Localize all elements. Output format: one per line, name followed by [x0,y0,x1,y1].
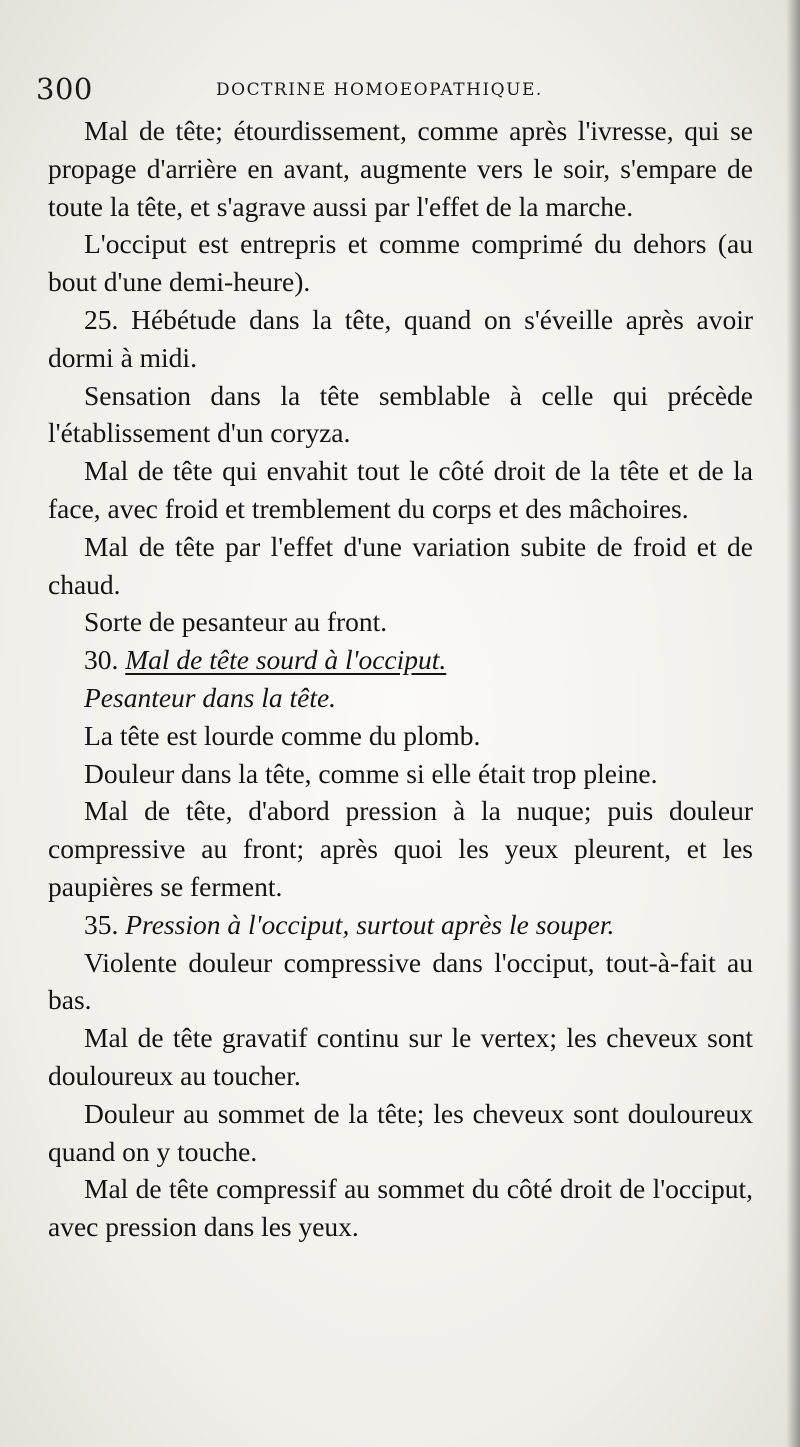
paragraph: Sorte de pesanteur au front. [84,606,388,638]
paragraph: Mal de tête gravatif continu sur le vertex; les cheveux sont douloureux au toucher. [48,1022,753,1091]
page-edge-shadow [786,0,800,1447]
running-title: DOCTRINE HOMOEOPATHIQUE. [216,80,543,100]
paragraph: Mal de tête par l'effet d'une variation subite de froid et de chaud. [48,530,753,600]
paragraph: 35. Pression à l'occiput, surtout après le souper. [84,908,615,940]
paragraph: Douleur dans la tête, comme si elle était trop pleine. [84,757,658,789]
paragraph: 30. Mal de tête sourd à l'occiput. [84,644,447,676]
paragraph: Pesanteur dans la tête. [84,681,337,713]
page-number: 300 [36,72,93,106]
paragraph: Douleur au sommet de la tête; les cheveux sont douloureux quand on y touche. [48,1097,753,1167]
page-header [36,70,766,110]
paragraph: Violente douleur compressive dans l'occiput, tout-à-fait au bas. [48,946,753,1016]
paragraph: Mal de tête, d'abord pression à la nuque; puis douleur compressive au front; après quoi les yeux pleurent, et les paupières se ferment. [48,795,753,902]
paragraph: Mal de tête qui envahit tout le côté droit de la tête et de la face, avec froid et tremblement du corps et des mâchoires. [48,455,753,524]
paragraph: 25. Hébétude dans la tête, quand on s'éveille après avoir dormi à midi. [48,303,753,373]
paragraph: Mal de tête; étourdissement, comme après l'ivresse, qui se propage d'arrière en avant, augmente vers le soir, s'empare de toute la tête, et s'agrave aussi par l'effet de la marche. [48,115,753,222]
paragraph: La tête est lourde comme du plomb. [84,719,481,751]
body-text [48,112,753,1246]
paragraph: Mal de tête compressif au sommet du côté droit de l'occiput, avec pression dans les yeux. [48,1173,753,1243]
paragraph: Sensation dans la tête semblable à celle qui précède l'établissement d'un coryza. [48,379,753,449]
paragraph: L'occiput est entrepris et comme comprimé du dehors (au bout d'une demi-heure). [48,228,753,298]
